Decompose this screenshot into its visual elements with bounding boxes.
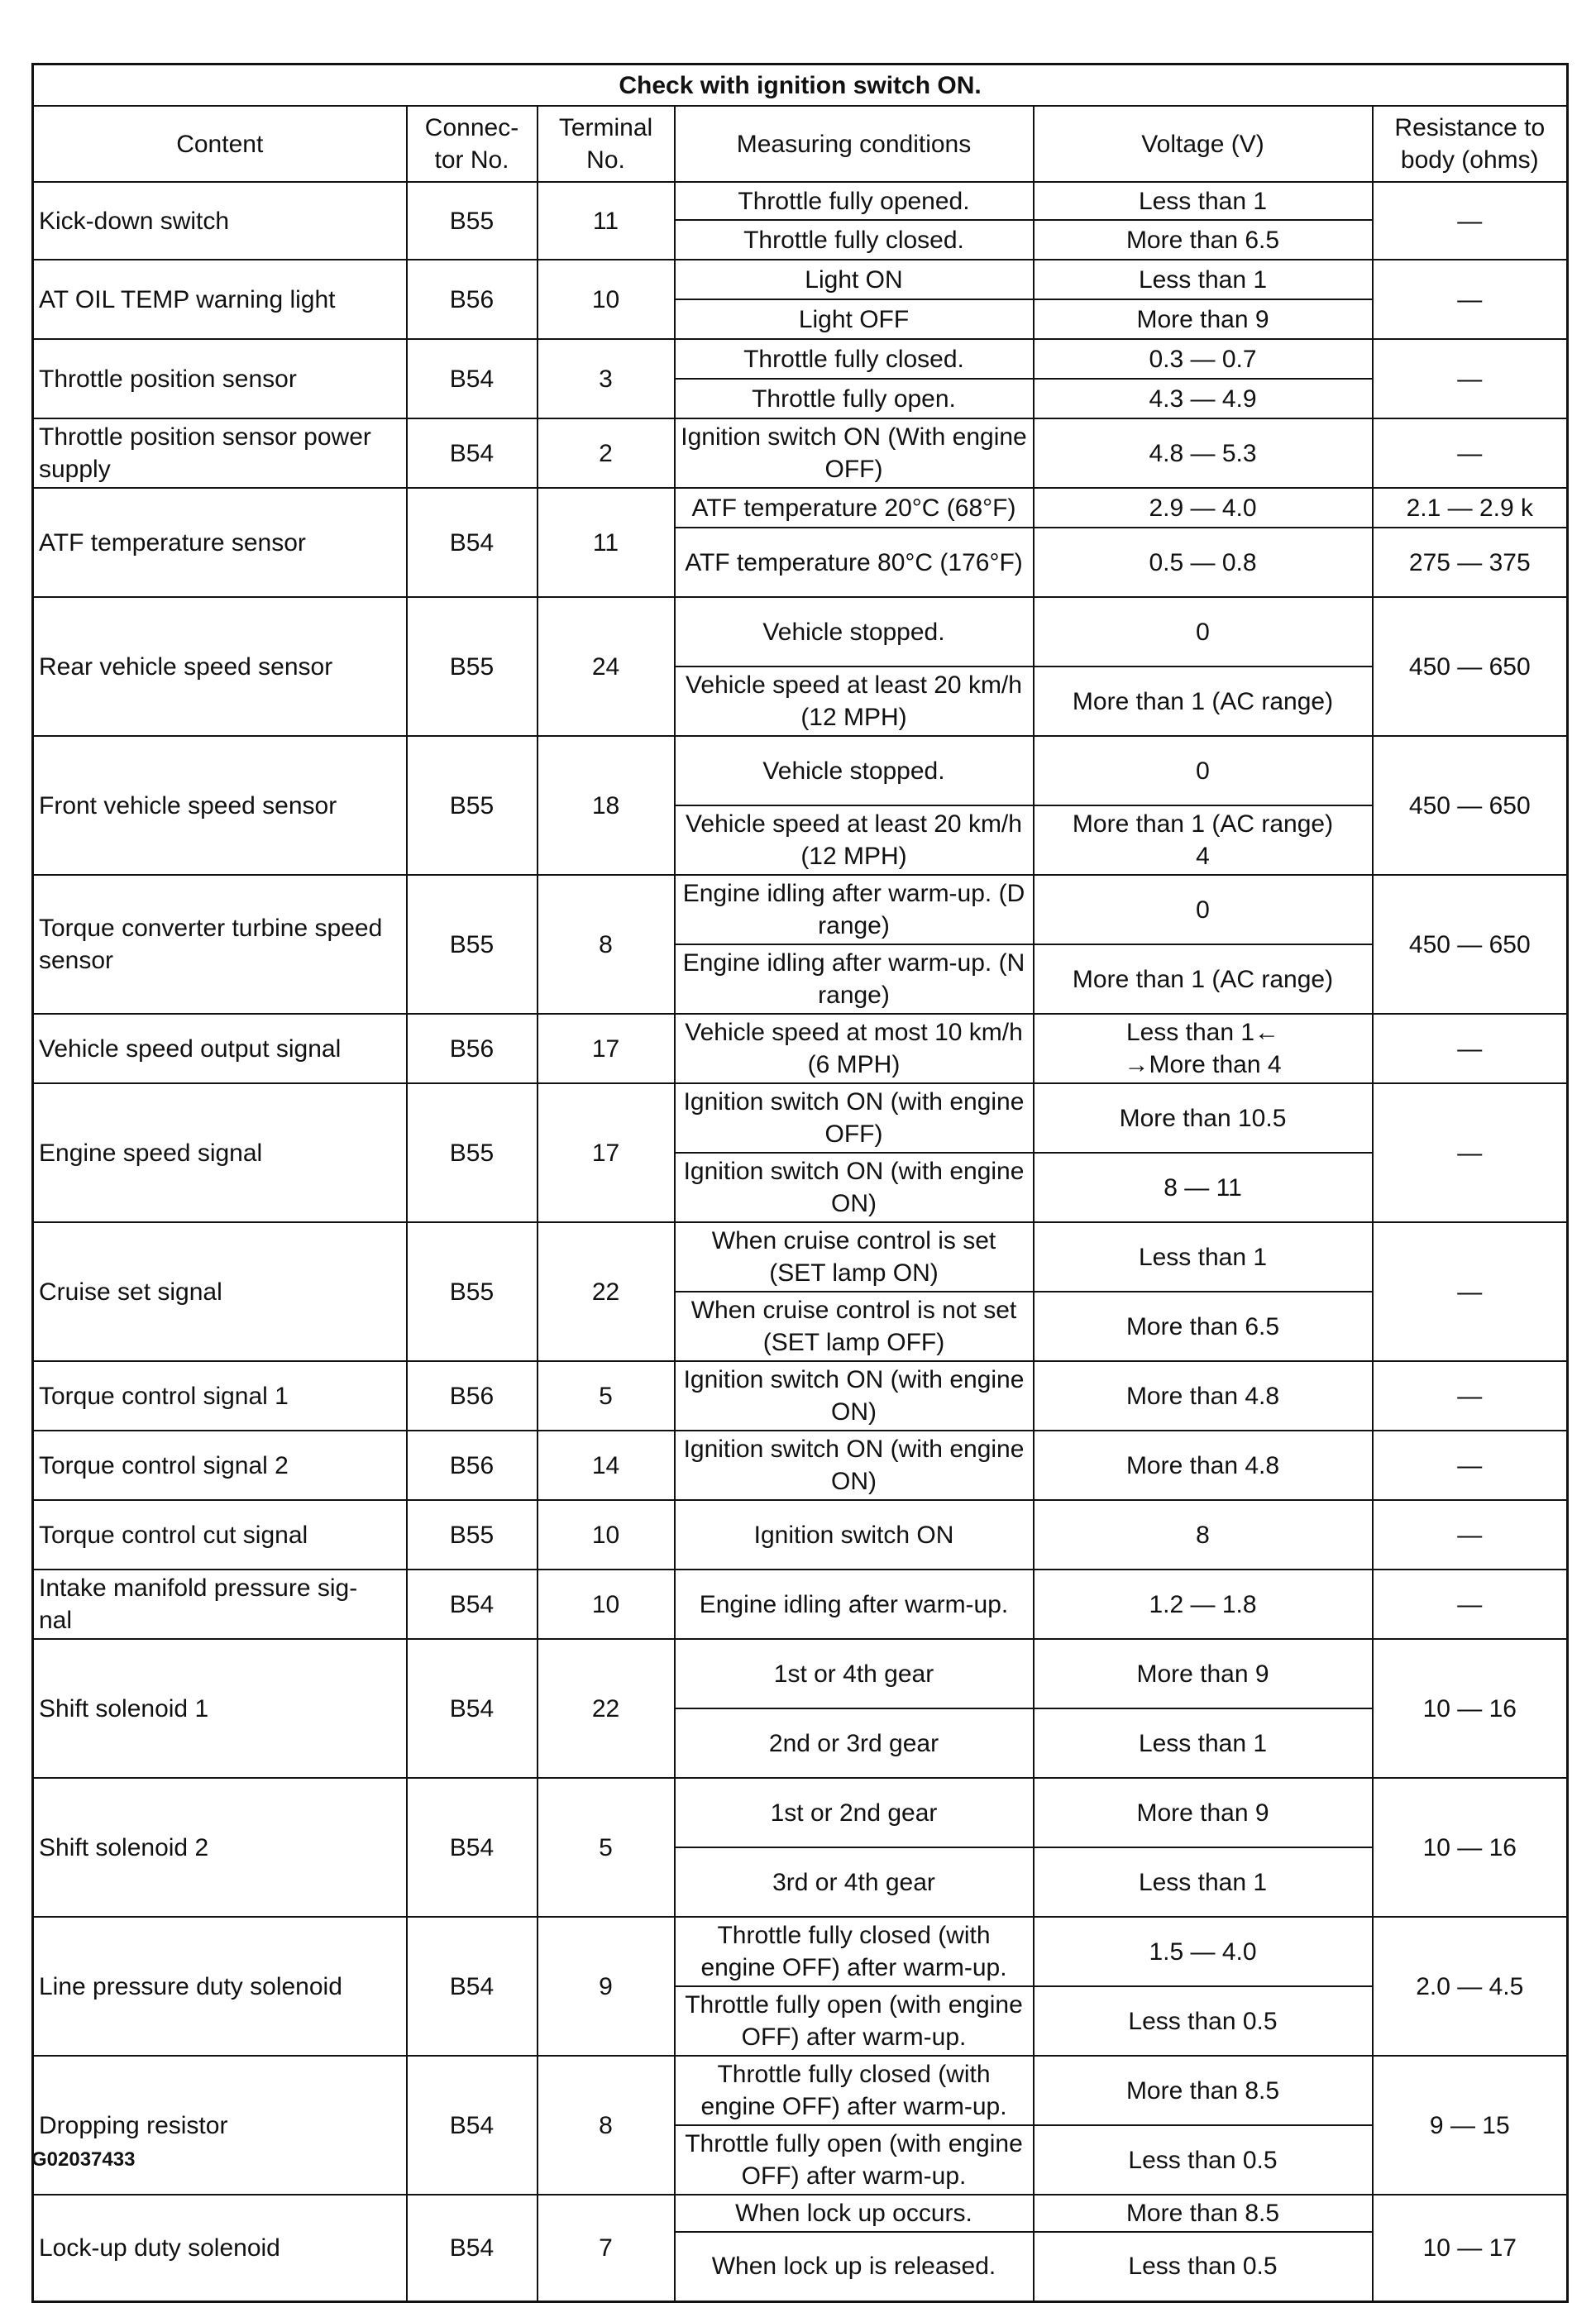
cell-terminal: 5 xyxy=(538,1361,675,1431)
table-row xyxy=(33,339,1568,379)
cell-voltage: More than 6.5 xyxy=(1034,220,1373,260)
header-connector: Connec- tor No. xyxy=(407,106,538,182)
cell-terminal: 17 xyxy=(538,1083,675,1222)
cell-condition: ATF temperature 80°C (176°F) xyxy=(675,528,1034,597)
cell-connector: B55 xyxy=(407,875,538,1014)
table-row xyxy=(33,875,1568,944)
cell-voltage: More than 1 (AC range) 4 xyxy=(1034,805,1373,875)
cell-connector: B56 xyxy=(407,1014,538,1083)
cell-condition: Throttle fully opened. xyxy=(675,182,1034,220)
check-table xyxy=(31,63,1569,2303)
cell-resistance: 450 — 650 xyxy=(1373,736,1568,875)
table-body xyxy=(33,182,1568,2301)
cell-connector: B54 xyxy=(407,418,538,488)
cell-content: Rear vehicle speed sensor xyxy=(33,597,407,736)
cell-terminal: 3 xyxy=(538,339,675,418)
cell-connector: B54 xyxy=(407,339,538,418)
cell-voltage: 0 xyxy=(1034,597,1373,667)
cell-condition: 3rd or 4th gear xyxy=(675,1847,1034,1917)
cell-voltage: More than 8.5 xyxy=(1034,2056,1373,2125)
cell-connector: B55 xyxy=(407,736,538,875)
cell-connector: B54 xyxy=(407,1917,538,2056)
header-resistance: Resistance to body (ohms) xyxy=(1373,106,1568,182)
cell-voltage: 0.3 — 0.7 xyxy=(1034,339,1373,379)
table-row xyxy=(33,1014,1568,1083)
cell-voltage: More than 10.5 xyxy=(1034,1083,1373,1153)
cell-voltage: Less than 0.5 xyxy=(1034,2232,1373,2301)
cell-voltage: More than 8.5 xyxy=(1034,2195,1373,2232)
cell-connector: B54 xyxy=(407,488,538,597)
cell-voltage: More than 4.8 xyxy=(1034,1431,1373,1500)
cell-resistance: — xyxy=(1373,182,1568,260)
cell-content: Vehicle speed output signal xyxy=(33,1014,407,1083)
cell-condition: Light OFF xyxy=(675,299,1034,339)
cell-condition: 1st or 2nd gear xyxy=(675,1778,1034,1847)
cell-connector: B56 xyxy=(407,260,538,339)
cell-content: Torque control cut signal xyxy=(33,1500,407,1570)
cell-connector: B55 xyxy=(407,1083,538,1222)
cell-content: Dropping resistor xyxy=(33,2056,407,2195)
cell-condition: Ignition switch ON xyxy=(675,1500,1034,1570)
cell-terminal: 11 xyxy=(538,488,675,597)
cell-content: Torque converter turbine speed sensor xyxy=(33,875,407,1014)
cell-voltage: More than 1 (AC range) xyxy=(1034,667,1373,736)
cell-condition: When cruise control is set (SET lamp ON) xyxy=(675,1222,1034,1292)
cell-content: Throttle position sensor power supply xyxy=(33,418,407,488)
cell-condition: Vehicle speed at least 20 km/h (12 MPH) xyxy=(675,667,1034,736)
cell-connector: B56 xyxy=(407,1361,538,1431)
table-row xyxy=(33,1361,1568,1431)
cell-voltage: Less than 1 xyxy=(1034,1222,1373,1292)
cell-condition: Light ON xyxy=(675,260,1034,299)
cell-resistance: 9 — 15 xyxy=(1373,2056,1568,2195)
cell-resistance: — xyxy=(1373,1361,1568,1431)
cell-condition: Ignition switch ON (with engine ON) xyxy=(675,1361,1034,1431)
cell-voltage: 0 xyxy=(1034,875,1373,944)
cell-condition: Vehicle stopped. xyxy=(675,736,1034,805)
table-row xyxy=(33,597,1568,667)
cell-resistance: 10 — 16 xyxy=(1373,1778,1568,1917)
cell-condition: Throttle fully closed. xyxy=(675,220,1034,260)
cell-content: Lock-up duty solenoid xyxy=(33,2195,407,2301)
cell-terminal: 18 xyxy=(538,736,675,875)
cell-condition: Throttle fully closed. xyxy=(675,339,1034,379)
cell-connector: B54 xyxy=(407,2056,538,2195)
cell-condition: Engine idling after warm-up. (D range) xyxy=(675,875,1034,944)
cell-content: AT OIL TEMP warning light xyxy=(33,260,407,339)
cell-voltage: More than 4.8 xyxy=(1034,1361,1373,1431)
cell-voltage: More than 9 xyxy=(1034,299,1373,339)
table-row xyxy=(33,1639,1568,1708)
cell-terminal: 24 xyxy=(538,597,675,736)
table-title: Check with ignition switch ON. xyxy=(33,65,1568,107)
cell-condition: Throttle fully closed (with engine OFF) after warm-up. xyxy=(675,1917,1034,1986)
cell-condition: Ignition switch ON (with engine ON) xyxy=(675,1431,1034,1500)
cell-content: Intake manifold pressure sig- nal xyxy=(33,1570,407,1639)
cell-voltage: Less than 0.5 xyxy=(1034,2125,1373,2195)
cell-condition: Vehicle stopped. xyxy=(675,597,1034,667)
cell-condition: When lock up is released. xyxy=(675,2232,1034,2301)
cell-terminal: 10 xyxy=(538,1500,675,1570)
cell-resistance: 10 — 17 xyxy=(1373,2195,1568,2301)
cell-content: Torque control signal 1 xyxy=(33,1361,407,1431)
table-row xyxy=(33,1917,1568,1986)
cell-voltage: 4.3 — 4.9 xyxy=(1034,379,1373,418)
cell-voltage: 8 xyxy=(1034,1500,1373,1570)
cell-resistance: — xyxy=(1373,1500,1568,1570)
cell-resistance: — xyxy=(1373,1431,1568,1500)
cell-voltage: 8 — 11 xyxy=(1034,1153,1373,1222)
table-row xyxy=(33,260,1568,299)
cell-condition: Ignition switch ON (with engine OFF) xyxy=(675,1083,1034,1153)
cell-condition: ATF temperature 20°C (68°F) xyxy=(675,488,1034,528)
cell-content: ATF temperature sensor xyxy=(33,488,407,597)
cell-resistance: — xyxy=(1373,339,1568,418)
cell-voltage: 0.5 — 0.8 xyxy=(1034,528,1373,597)
cell-voltage: More than 9 xyxy=(1034,1778,1373,1847)
cell-condition: When lock up occurs. xyxy=(675,2195,1034,2232)
cell-connector: B55 xyxy=(407,1222,538,1361)
cell-condition: Throttle fully open. xyxy=(675,379,1034,418)
cell-voltage: 1.5 — 4.0 xyxy=(1034,1917,1373,1986)
cell-voltage: Less than 1 xyxy=(1034,1708,1373,1778)
cell-voltage: 0 xyxy=(1034,736,1373,805)
cell-terminal: 5 xyxy=(538,1778,675,1917)
cell-resistance: 2.1 — 2.9 k xyxy=(1373,488,1568,528)
cell-voltage: Less than 1← →More than 4 xyxy=(1034,1014,1373,1083)
cell-terminal: 8 xyxy=(538,875,675,1014)
table-row xyxy=(33,1778,1568,1847)
table-row xyxy=(33,2195,1568,2232)
cell-terminal: 9 xyxy=(538,1917,675,2056)
cell-resistance: — xyxy=(1373,1083,1568,1222)
cell-resistance: 450 — 650 xyxy=(1373,875,1568,1014)
cell-connector: B55 xyxy=(407,182,538,260)
table-row xyxy=(33,182,1568,220)
table-row xyxy=(33,418,1568,488)
cell-connector: B54 xyxy=(407,2195,538,2301)
cell-condition: Throttle fully open (with engine OFF) after warm-up. xyxy=(675,1986,1034,2056)
cell-terminal: 22 xyxy=(538,1222,675,1361)
cell-resistance: 10 — 16 xyxy=(1373,1639,1568,1778)
cell-content: Kick-down switch xyxy=(33,182,407,260)
cell-connector: B55 xyxy=(407,1500,538,1570)
cell-voltage: 2.9 — 4.0 xyxy=(1034,488,1373,528)
table-row xyxy=(33,1083,1568,1153)
header-voltage: Voltage (V) xyxy=(1034,106,1373,182)
cell-resistance: 450 — 650 xyxy=(1373,597,1568,736)
cell-voltage: More than 6.5 xyxy=(1034,1292,1373,1361)
table-row xyxy=(33,2056,1568,2125)
cell-terminal: 11 xyxy=(538,182,675,260)
cell-resistance: — xyxy=(1373,418,1568,488)
header-terminal: Terminal No. xyxy=(538,106,675,182)
cell-condition: 1st or 4th gear xyxy=(675,1639,1034,1708)
cell-terminal: 17 xyxy=(538,1014,675,1083)
cell-terminal: 2 xyxy=(538,418,675,488)
cell-terminal: 7 xyxy=(538,2195,675,2301)
table-row xyxy=(33,1500,1568,1570)
table-row xyxy=(33,1570,1568,1639)
cell-voltage: Less than 1 xyxy=(1034,182,1373,220)
cell-condition: Throttle fully closed (with engine OFF) after warm-up. xyxy=(675,2056,1034,2125)
cell-terminal: 22 xyxy=(538,1639,675,1778)
cell-resistance: 275 — 375 xyxy=(1373,528,1568,597)
cell-content: Line pressure duty solenoid xyxy=(33,1917,407,2056)
cell-terminal: 8 xyxy=(538,2056,675,2195)
cell-terminal: 10 xyxy=(538,1570,675,1639)
cell-resistance: — xyxy=(1373,260,1568,339)
cell-voltage: Less than 0.5 xyxy=(1034,1986,1373,2056)
cell-condition: Ignition switch ON (with engine ON) xyxy=(675,1153,1034,1222)
table-row xyxy=(33,1431,1568,1500)
cell-terminal: 10 xyxy=(538,260,675,339)
cell-connector: B54 xyxy=(407,1778,538,1917)
cell-voltage: More than 1 (AC range) xyxy=(1034,944,1373,1014)
cell-condition: Ignition switch ON (With engine OFF) xyxy=(675,418,1034,488)
cell-condition: Vehicle speed at least 20 km/h (12 MPH) xyxy=(675,805,1034,875)
cell-condition: Throttle fully open (with engine OFF) after warm-up. xyxy=(675,2125,1034,2195)
cell-connector: B55 xyxy=(407,597,538,736)
table-row xyxy=(33,1222,1568,1292)
cell-resistance: 2.0 — 4.5 xyxy=(1373,1917,1568,2056)
cell-connector: B56 xyxy=(407,1431,538,1500)
cell-content: Front vehicle speed sensor xyxy=(33,736,407,875)
cell-voltage: More than 9 xyxy=(1034,1639,1373,1708)
cell-content: Torque control signal 2 xyxy=(33,1431,407,1500)
cell-content: Throttle position sensor xyxy=(33,339,407,418)
table-row xyxy=(33,736,1568,805)
cell-terminal: 14 xyxy=(538,1431,675,1500)
header-content: Content xyxy=(33,106,407,182)
cell-content: Engine speed signal xyxy=(33,1083,407,1222)
cell-voltage: 4.8 — 5.3 xyxy=(1034,418,1373,488)
cell-condition: When cruise control is not set (SET lamp OFF) xyxy=(675,1292,1034,1361)
table-row xyxy=(33,488,1568,528)
cell-connector: B54 xyxy=(407,1639,538,1778)
cell-condition: Vehicle speed at most 10 km/h (6 MPH) xyxy=(675,1014,1034,1083)
cell-condition: Engine idling after warm-up. (N range) xyxy=(675,944,1034,1014)
cell-connector: B54 xyxy=(407,1570,538,1639)
figure-id: G02037433 xyxy=(31,2148,136,2171)
cell-voltage: 1.2 — 1.8 xyxy=(1034,1570,1373,1639)
cell-resistance: — xyxy=(1373,1570,1568,1639)
header-conditions: Measuring conditions xyxy=(675,106,1034,182)
cell-voltage: Less than 1 xyxy=(1034,1847,1373,1917)
cell-condition: Engine idling after warm-up. xyxy=(675,1570,1034,1639)
cell-resistance: — xyxy=(1373,1222,1568,1361)
cell-content: Cruise set signal xyxy=(33,1222,407,1361)
cell-content: Shift solenoid 2 xyxy=(33,1778,407,1917)
cell-condition: 2nd or 3rd gear xyxy=(675,1708,1034,1778)
cell-resistance: — xyxy=(1373,1014,1568,1083)
cell-voltage: Less than 1 xyxy=(1034,260,1373,299)
cell-content: Shift solenoid 1 xyxy=(33,1639,407,1778)
